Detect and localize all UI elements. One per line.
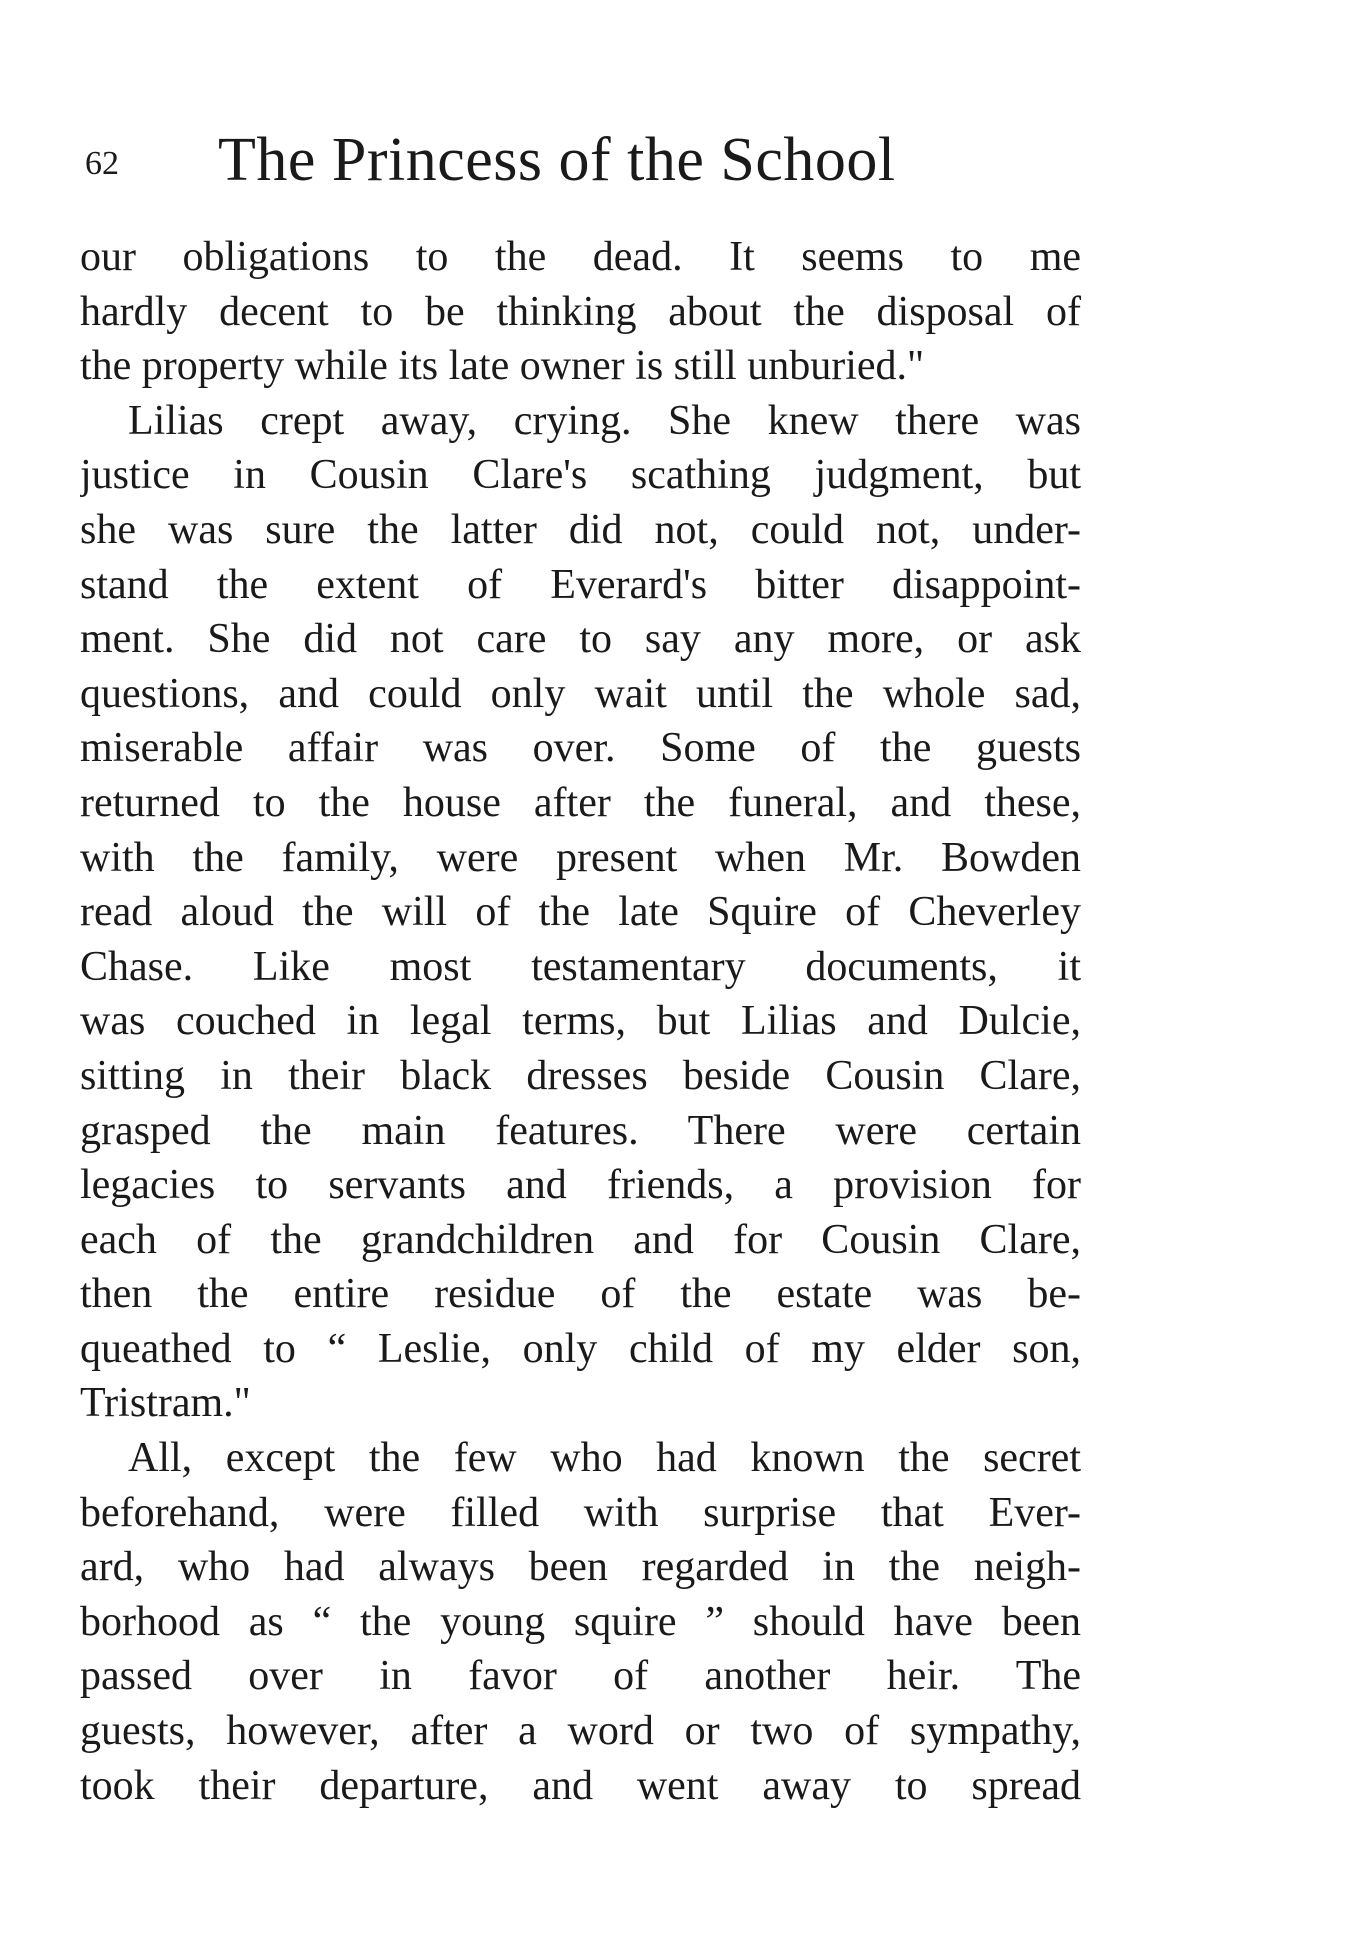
text-line: passed over in favor of another heir. The [80, 1653, 1081, 1700]
running-title: The Princess of the School [218, 126, 896, 194]
text-line: hardly decent to be thinking about the disposal of [80, 288, 1081, 335]
text-line: miserable affair was over. Some of the guests [80, 725, 1081, 772]
body-text [80, 230, 1081, 1813]
text-line: returned to the house after the funeral, and these, [80, 779, 1081, 826]
text-line: the property while its late owner is still unburied." [80, 343, 925, 390]
text-line: questions, and could only wait until the whole sad, [80, 670, 1081, 717]
page-header [85, 122, 985, 202]
text-line: All, except the few who had known the secret [128, 1435, 1081, 1482]
text-line: borhood as “ the young squire ” should have been [80, 1598, 1081, 1645]
text-line: justice in Cousin Clare's scathing judgment, but [80, 452, 1081, 499]
text-line: legacies to servants and friends, a provision for [80, 1162, 1081, 1209]
text-line: then the entire residue of the estate was be- [80, 1271, 1081, 1318]
text-line: stand the extent of Everard's bitter disappoint- [80, 561, 1081, 608]
text-line: Lilias crept away, crying. She knew there was [128, 397, 1081, 444]
text-line: our obligations to the dead. It seems to me [80, 234, 1081, 280]
text-line: queathed to “ Leslie, only child of my elder son, [80, 1325, 1081, 1372]
text-line: she was sure the latter did not, could not, under- [80, 506, 1081, 553]
text-line: Tristram." [80, 1380, 251, 1427]
text-line: grasped the main features. There were certain [80, 1107, 1081, 1154]
text-line: with the family, were present when Mr. Bowden [80, 834, 1081, 881]
text-line: was couched in legal terms, but Lilias and Dulcie, [80, 998, 1081, 1045]
text-line: read aloud the will of the late Squire of Cheverley [80, 889, 1081, 936]
text-line: ard, who had always been regarded in the neigh- [80, 1544, 1081, 1591]
text-line: took their departure, and went away to spread [80, 1762, 1081, 1809]
text-line: guests, however, after a word or two of sympathy, [80, 1708, 1081, 1755]
text-line: sitting in their black dresses beside Cousin Clare, [80, 1052, 1081, 1099]
text-line: Chase. Like most testamentary documents, it [80, 943, 1081, 990]
text-line: ment. She did not care to say any more, or ask [80, 616, 1081, 663]
text-line: each of the grandchildren and for Cousin Clare, [80, 1216, 1081, 1263]
page-number: 62 [85, 145, 119, 182]
text-line: beforehand, were filled with surprise that Ever- [80, 1489, 1081, 1536]
